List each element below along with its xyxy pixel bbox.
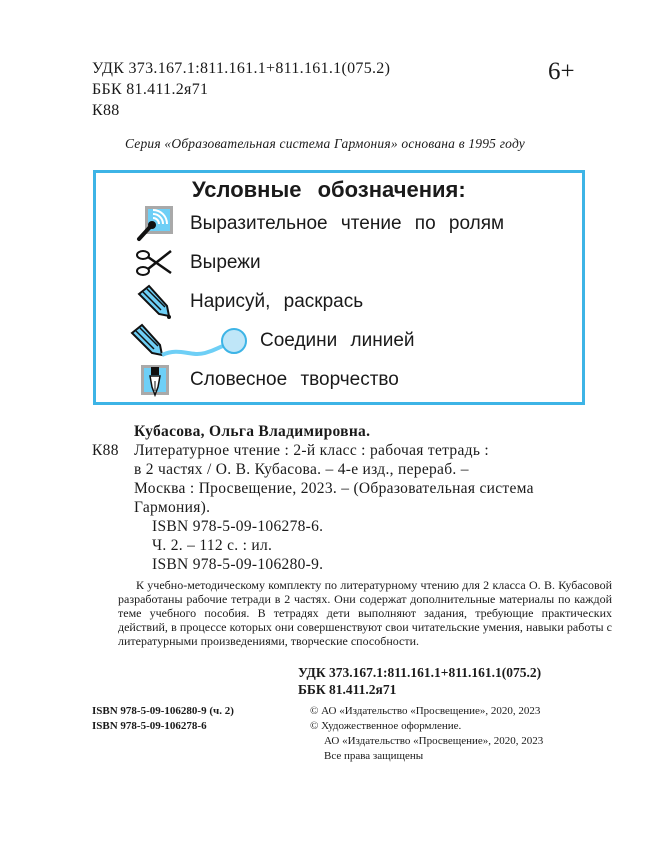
legend-item: [96, 323, 415, 359]
isbn: ISBN 978-5-09-106280-9 (ч. 2): [92, 705, 234, 717]
record-line: в 2 частях / О. В. Кубасова. – 4-е изд., перераб. –: [134, 461, 469, 478]
record-line: Литературное чтение : 2-й класс : рабочая тетрадь :: [134, 442, 489, 459]
copyright-line: Все права защищены: [324, 750, 424, 762]
copyright-block: [310, 704, 543, 764]
annotation-text: К учебно-методическому комплекту по литературному чтению для 2 класса О. В. Кубасовой разработаны рабочие тетради в 2 частях. Они содержат дополнительные материалы по каждой теме учебного пособия. В тетрадях дети выполняют задания, требующие практических действий, в процессе которых они совершенствуют свои читательские умения, навыки работы с литературными произведениями, творческие способности.: [118, 578, 612, 648]
annotation: [118, 578, 612, 648]
age-rating: 6+: [548, 58, 575, 85]
legend-item: [96, 362, 399, 398]
record-part: Ч. 2. – 112 с. : ил.: [152, 537, 273, 554]
series-note: Серия «Образовательная система Гармония» основана в 1995 году: [124, 136, 525, 151]
record-code: К88: [92, 442, 119, 459]
author-name: Кубасова, Ольга Владимировна.: [134, 423, 371, 440]
legend-item: [96, 206, 504, 242]
legend-label: Вырежи: [190, 252, 261, 273]
isbn: ISBN 978-5-09-106278-6: [92, 720, 207, 732]
udk-code: УДК 373.167.1:811.161.1+811.161.1(075.2): [92, 60, 391, 77]
record-line: Москва : Просвещение, 2023. – (Образовательная система: [134, 480, 534, 497]
legend-label: Соедини линией: [260, 330, 415, 351]
legend-item: [96, 284, 363, 320]
author-mark: К88: [92, 102, 120, 119]
bbk-code: ББК 81.411.2я71: [92, 81, 209, 98]
bbk-code: ББК 81.411.2я71: [298, 682, 397, 697]
isbn-list: [92, 704, 234, 734]
classification-block: [92, 58, 390, 121]
record-line: Гармония).: [134, 499, 211, 516]
fountain-pen-icon: [130, 362, 180, 398]
pencil-connect-icon: [130, 323, 250, 359]
legend-label: Словесное творчество: [190, 369, 399, 390]
legend-title: Условные обозначения:: [192, 177, 466, 202]
legend-label: Выразительное чтение по ролям: [190, 213, 505, 234]
record-body: [92, 441, 612, 460]
copyright-line: © Художественное оформление.: [310, 720, 462, 732]
legend-label: Нарисуй, раскрась: [190, 291, 364, 312]
bibliographic-record: [92, 422, 612, 574]
legend-item: [96, 245, 261, 281]
copyright-line: АО «Издательство «Просвещение», 2020, 2023: [324, 735, 544, 747]
udk-code: УДК 373.167.1:811.161.1+811.161.1(075.2): [298, 665, 542, 680]
copyright-line: © АО «Издательство «Просвещение», 2020, 2023: [310, 705, 541, 717]
record-isbn: ISBN 978-5-09-106280-9.: [152, 556, 324, 573]
microphone-icon: [130, 206, 180, 242]
classification-codes: [298, 664, 541, 698]
record-isbn: ISBN 978-5-09-106278-6.: [152, 518, 324, 535]
pencil-icon: [130, 284, 180, 320]
scissors-icon: [130, 245, 180, 281]
legend-box: [93, 170, 585, 405]
